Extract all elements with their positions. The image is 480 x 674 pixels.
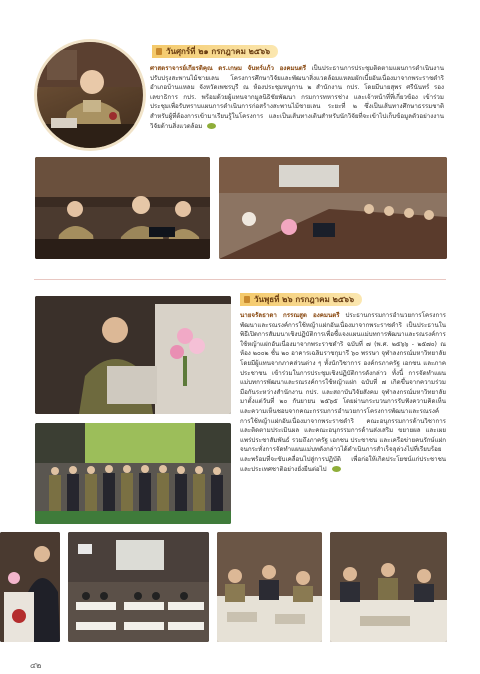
leaf-icon xyxy=(332,466,341,472)
meeting-photo-image xyxy=(219,157,447,259)
meeting-photo-image xyxy=(35,296,231,414)
meeting-photo-image xyxy=(0,532,60,642)
meeting-photo-image xyxy=(217,532,322,642)
section2-text xyxy=(240,311,446,474)
section1-body: เป็นประธานการประชุมติดตามแผนการดำเนินงานปรับปรุงสะพานไม้ชายเลน โครงการศึกษาวิจัยและพัฒนาสิ่งแวดล้อมแหลมผักเบี้ยอันเนื่องมาจากพระราชดำริ อำเภอบ้านแหลม จังหวัดเพชรบุรี ณ ห้องประชุมหนูกาน ๒ สำนักงาน กปร. โดยมีนายสุพร ศรีนันทร์ รองเลขาธิการ กปร. พร้อมด้วยผู้แทนจากมูลนิธิชัยพัฒนา กรมการทหารช่าง และเจ้าหน้าที่ที่เกี่ยวข้อง เข้าร่วมประชุมเพื่อรับทราบแผนการดำเนินการก่อสร้างสะพานไม้ชายเลน ระยะที่ ๒ ซึ่งเป็นเส้นทางศึกษาธรรมชาติสำหรับผู้ที่ต้องการเข้ามาเรียนรู้ในโครงการ และเป็นเส้นทางเดินสำหรับนักวิจัยที่จะเข้าไปเก็บข้อมูลตัวอย่างงานวิจัยด้านสิ่งแวดล้อม xyxy=(150,65,445,130)
meeting-photo-image xyxy=(68,532,209,642)
section2-lead-name: นายจรัลธาดา กรรณสูต องคมนตรี xyxy=(240,312,340,319)
date-tag-section1 xyxy=(152,45,278,58)
section1-lead-name: ศาสตราจารย์เกียรติคุณ ดร.เกษม จันทร์แก้ว องคมนตรี xyxy=(150,65,307,72)
meeting-photo-image xyxy=(330,532,447,642)
leaf-icon xyxy=(207,123,216,129)
photo-workshop-group xyxy=(217,532,322,642)
photo-seminar-hall xyxy=(68,532,209,642)
date-label: วันศุกร์ที่ ๒๑ กรกฎาคม ๒๕๖๖ xyxy=(166,47,271,56)
photo-discussion-table xyxy=(330,532,447,642)
date-tag-section2 xyxy=(240,293,362,306)
photo-group-on-stage xyxy=(35,423,231,524)
portrait-circle-1 xyxy=(37,42,143,148)
meeting-photo-image xyxy=(35,157,210,259)
photo-conference-room xyxy=(219,157,447,259)
section1-text xyxy=(150,64,444,131)
section-divider xyxy=(34,279,446,280)
meeting-photo-image xyxy=(35,423,231,524)
date-label: วันพุธที่ ๒๖ กรกฎาคม ๒๕๖๖ xyxy=(254,295,355,304)
page-number: ๔๒ xyxy=(30,661,42,670)
photo-presenter-podium xyxy=(0,532,60,642)
photo-officials-at-table xyxy=(35,157,210,259)
photo-speaker-at-podium xyxy=(35,296,231,414)
section2-body: ประธานกรรมการอำนวยการโครงการพัฒนาและรณรงค์การใช้หญ้าแฝกอันเนื่องมาจากพระราชดำริ เป็นประธานในพิธีเปิดการสัมมนาเชิงปฏิบัติการเพื่อชี้แจงแผนแม่บทการพัฒนาและรณรงค์การใช้หญ้าแฝกอันเนื่องมาจากพระราชดำริ ฉบับที่ ๗ (พ.ศ. ๒๕๖๖ - ๒๕๗๐) ณ ห้อง ๒๐๐๒ ชั้น ๒๐ อาคารเฉลิมราชกุมารี ๖๐ พรรษา จุฬาลงกรณ์มหาวิทยาลัย โดยมีผู้แทนจากภาคส่วนต่าง ๆ ทั้งนักวิชาการ องค์กรภาครัฐ เอกชน และภาคประชาชน เข้าร่วมในการประชุมเชิงปฏิบัติการดังกล่าว ทั้งนี้ การจัดทำแผนแม่บทการพัฒนาและรณรงค์การใช้หญ้าแฝก ฉบับที่ ๗ เกิดขึ้นจากความร่วมมือกันระหว่างสำนักงาน กปร. และสถาบันวิจัยสังคม จุฬาลงกรณ์มหาวิทยาลัย มาตั้งแต่วันที่ ๒๐ กันยายน ๒๕๖๕ โดยผ่านกระบวนการรับฟังความคิดเห็น และความเห็นชอบจากคณะกรรมการอำนวยการโครงการพัฒนาและรณรงค์การใช้หญ้าแฝกอันเนื่องมาจากพระราชดำริ คณะอนุกรรมการด้านวิชาการและติดตามประเมินผล และคณะอนุกรรมการด้านส่งเสริม ขยายผล และเผยแพร่ประชาสัมพันธ์ รวมถึงภาครัฐ เอกชน ประชาชน และเครือข่ายคนรักษ์แฝก จนกระทั่งการจัดทำแผนแม่บทดังกล่าวได้ดำเนินการสำเร็จลุล่วงไปที่เรียบร้อย และพร้อมที่จะขับเคลื่อนไปสู่การปฏิบัติ เพื่อก่อให้เกิดประโยชน์แก่ประชาชนและประเทศชาติอย่างยั่งยืนต่อไป xyxy=(240,312,446,473)
meeting-photo-image xyxy=(37,42,143,148)
